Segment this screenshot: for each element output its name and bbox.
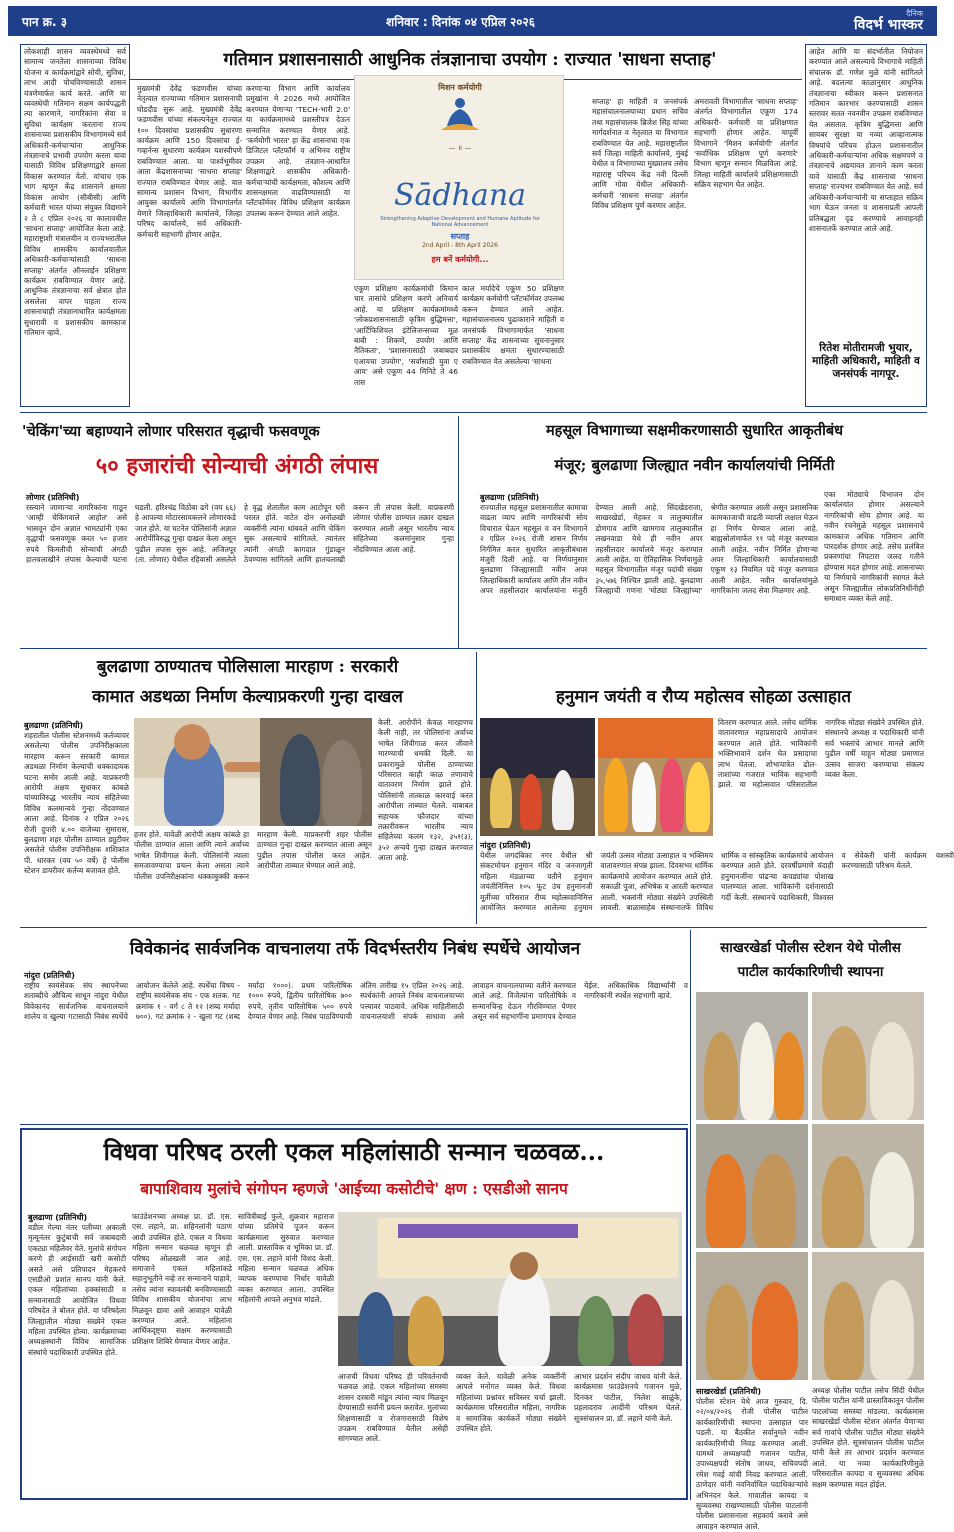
story5-body-2: वितरण करण्यात आले. तसेच धार्मिक वातावरणात महाप्रसादाचे आयोजन करण्यात आले होते. भाविकांनी भक्तिभावाने दर्शन घेत प्रसादाचा लाभ घेतला. शोभायात्रेत ढोल-ताशांच्या गजरात भाविक सहभागी झाले. या महोत्सवात परिसरातील नागरिक मोठ्या संख्येने उपस्थित होते. संस्थानचे अध्यक्ष व पदाधिकारी यांनी सर्व भक्तांचे आभार मानले आणि पुढील वर्षी याहून मोठ्या प्रमाणात उत्सव साजरा करण्याचा संकल्प व्यक्त केला. [718, 718, 924, 790]
police-patil-photo-5 [696, 1252, 808, 1380]
issue-date: शनिवार : दिनांक ०४ एप्रिल २०२६ [386, 14, 535, 29]
story4-headline-1: बुलढाणा ठाण्यातच पोलिसाला मारहाण : सरकारी [96, 657, 399, 677]
story1-author: रितेश मोतीरामजी भुयार, माहिती अधिकारी, माहिती व जनसंपर्क नागपूर. [812, 342, 920, 380]
divider-v1 [458, 416, 459, 648]
story8-body-5: व्यक्त केले. यावेळी अनेक व्यक्तींनी आपले मनोगत व्यक्त केले. विधवा महिलांच्या प्रश्नांवर सविस्तर चर्चा झाली. कार्यक्रमास परिसरातील महिला, नागरिक व सामाजिक कार्यकर्ते मोठ्या संख्येने उपस्थित होते. [456, 1372, 566, 1434]
story8-body-4: आजची विधवा परिषद ही परिवर्तनाची चळवळ आहे. एकल महिलांच्या समस्या शासन दरबारी मांडून त्यांना न्याय मिळवून देण्यासाठी सर्वांनी प्रयत्न करावेत. मुलांच्या शिक्षणासाठी व रोजगारासाठी विशेष उपक्रम राबविण्यात येतील असेही सांगण्यात आले. [338, 1372, 448, 1444]
story2-headline: ५० हजारांची सोन्याची अंगठी लंपास [95, 453, 379, 479]
widow-conference-photo [338, 1212, 682, 1366]
story1-col5: काल मर्यादेचे एकूण 50 प्रशिक्षण कार्यक्रम कर्मयोगी प्लॅटफॉर्मवर उपलब्ध करून देण्यात आले आहेत. महासंचालनालय पुढाकाराने माहिती व जनसंपर्क विभागामार्फत 'साधना सप्ताह' केंद्र शासनाच्या सूचनानुसार प्रशासकीय क्षमता सुधारण्यासाठी राबविण्यात येत असलेल्या 'साधना [462, 284, 564, 366]
story4-body-3: केली. आरोपीने केवळ मारहाणच केली नाही, तर पोलिसांना अर्वाच्य भाषेत शिवीगाळ करत जीवाने मारण्याची धमकी दिली. या प्रकारामुळे पोलीस ठाण्याच्या परिसरात काही काळ तणावाचे वातावरण निर्माण झाले होते. पोलिसांनी तात्काळ कारवाई करत आरोपीला ताब्यात घेतले. याबाबत सहायक फौजदार यांच्या तक्रारीवरून भारतीय न्याय संहितेच्या कलम १३२, ३५१(३), ३५२ अन्वये गुन्हा दाखल करण्यात आला आहे. [378, 718, 473, 863]
poster-slogan: हम बनें कर्मयोगी... [431, 255, 489, 264]
story6-byline: नांदुरा (प्रतिनिधी) [24, 971, 75, 980]
story1-left-column: लोकशाही शासन व्यवस्थेमध्ये सर्व सामान्य जनतेला शासनाच्या विविध योजना व कार्यक्रमांद्वारे सोयी, सुविधा, लाभ आदी पोचविण्यासाठी शासन यंत्रणेमार्फत कार्य करते. आणि या व्यवस्थेची गतिमान सक्षम कार्यपद्धती त्या कारणाने, नागरिकांना सेवा व सुविधा कार्यक्षम करताना राज्य शासनाच्या प्रशासकीय विभागांमध्ये सर्व अधिकारी-कर्मचाऱ्यांना आधुनिक तंत्रज्ञानाचे प्रभावी उपयोग करता यावा यासाठी विविध प्रशिक्षणाद्वारे क्षमता विकास करण्यात येतो. यांचाच एक भाग म्हणून केंद्र शासनाने क्षमता विकास आयोग (सीबीसी) आणि कर्मचारी भारत यांच्या संयुक्त विद्यमाने २ ते ८ एप्रिल २०२६ या कालावधीत 'साधना सप्ताह' आयोजित केला आहे. महाराष्ट्राशी मंत्रालयीन व राज्यभरातील विविध शासकीय कार्यालयातील अधिकारी-कर्मचाऱ्यांसाठी 'साधना सप्ताह' अंतर्गत ऑनलाईन प्रशिक्षण कार्यक्रम राबविण्यात येणार आहे. आधुनिक तंत्रज्ञानाचा सर्व क्षेत्रात होत असलेला वापर पाहता राज्य शासनाचाही तंत्रज्ञानाधारित कार्यक्षमता सुधारावी व प्रशासकीय कामकाज गतिमान व्हावे. [24, 47, 126, 337]
story8-body-3: सावित्रीबाई फुले, शुक्रवार महाराज यांच्या प्रतिमेचे पूजन करून कार्यक्रमाला सुरुवात करण्यात आली. प्रास्ताविक व भूमिका प्रा. डॉ. एस. एस. लहाने यांनी विशद केली. महिला सन्मान चळवळ अधिक व्यापक करण्याचा निर्धार यावेळी व्यक्त करण्यात आला. उपस्थित महिलांनी आपले अनुभव मांडले. [238, 1212, 334, 1305]
newspaper-brand [854, 10, 923, 32]
story1-right-column: आहेत आणि या संदर्भातील नियोजन करण्यात आले असल्याचे विभागाचे माहिती संचालक डॉ. गणेश मुळे यांनी सांगितले आहे. बदलत्या काळानुसार आधुनिक तंत्रज्ञानाचा स्वीकार करून प्रशासनात गतिमान कारभार करण्यासाठी शासन स्तरावर सतत नवनवीन उपक्रम राबविण्यात येत असतात. कृत्रिम बुद्धिमत्ता आणि सायबर सुरक्षा या नव्या आव्हानात्मक विषयांचे परिचय होऊन प्रशासनातील अधिकारी-कर्मचाऱ्यांना अधिक सक्षमपणे व तंत्रज्ञानाचे अद्ययावत ज्ञानाने काम करता यावे यासाठी केंद्र शासनाचा 'साधना सप्ताह' राज्यभर राबविण्यात येत आहे. सर्व अधिकारी-कर्मचाऱ्यांनी या सप्ताहात सक्रिय भाग घेऊन जनता व शासनाप्रती आपली प्रतिबद्धता दृढ करण्याचे आवाहनही शासनातर्फे करण्यात आले आहे. [809, 47, 923, 233]
crime-scene-photo [260, 718, 372, 826]
story1-col2: मुख्यमंत्री देवेंद्र फडणवीस यांच्या नेतृत्वात राज्याच्या गतिमान प्रशासनाची घोडदौड सुरू आहे. मुख्यमंत्री देवेंद्र फडणवीस यांच्या संकल्पनेतून राज्यात १०० दिवसांचा प्रशासकीय सुधारणा कार्यक्रम आणि 150 दिवसांचा ई-गव्हर्नन्स सुधारणा कार्यक्रम यशस्वीपणे राबविण्यात आला. या पार्श्वभूमीवर आता केंद्रशासनाच्या 'साधना सप्ताह' राज्यात राबविण्यात येणार आहे. यात सामान्य प्रशासन विभाग, विभागीय आयुक्त कार्यालये आणि विभागांतर्गत येणारे जिल्हाधिकारी कार्यालये, जिल्हा परिषद कार्यालये, सर्व अधिकारी-कर्मचारी सहभागी होणार आहेत. [137, 84, 242, 239]
story3-body-2: एका मोठ्याचे विभाजन दोन कार्यालयांत होणार असल्याने नागरिकांची सोय होणार आहे. या नवीन रचनेमुळे महसूल प्रशासनाचे कामकाज अधिक गतिमान आणि पारदर्शक होणार आहे. तसेच प्रलंबित प्रकरणांचा निपटारा जलद गतीने होण्यास मदत होणार आहे. शासनाच्या या निर्णयाचे नागरिकांनी स्वागत केले असून जिल्ह्यातील लोकप्रतिनिधींनीही समाधान व्यक्त केले आहे. [824, 490, 924, 604]
story7-headline-2: पाटील कार्यकारिणीची स्थापना [737, 964, 884, 980]
poster-saptah: सप्ताह [450, 232, 470, 241]
story7-body: पोलीस स्टेशन येथे आज गुरुवार, दि. ०२/०४/२०२६ रोजी पोलीस पाटील कार्यकारिणीची स्थापना उत्साहात पार पडली. या बैठकीत सर्वानुमते नवीन कार्यकारिणीची निवड करण्यात आली. यामध्ये अध्यक्षपदी गजानन पाटील, उपाध्यक्षपदी संतोष जाधव, सचिवपदी रमेश गवई यांची निवड करण्यात आली. ठाणेदार यांनी नवनिर्वाचित पदाधिकाऱ्यांचे अभिनंदन केले. गावातील कायदा व सुव्यवस्था राखण्यासाठी पोलीस पाटलांनी पोलीस प्रशासनाला सहकार्य करावे असे आवाहन करण्यात आले. [696, 1397, 808, 1531]
story4-body-2: हजर होते. यावेळी आरोपी अक्षय कांबळे हा पोलीस ठाण्यात आला आणि त्याने अर्वाच्य भाषेत शिवीगाळ केली. पोलिसांनी त्याला समजावण्याचा प्रयत्न केला असता त्याने पोलीस उपनिरीक्षकांना धक्काबुक्की करून मारहाण केली. याप्रकरणी शहर पोलीस ठाण्यात गुन्हा दाखल करण्यात आला असून पुढील तपास पोलीस करत आहेत. आरोपीला ताब्यात घेण्यात आले आहे. [134, 830, 372, 881]
police-patil-photo-2 [812, 992, 924, 1120]
brand-name: विदर्भ भास्कर [854, 17, 923, 33]
hanuman-jayanti-photo-1 [480, 718, 595, 836]
story5-byline: नांदुरा (प्रतिनिधी) [480, 841, 531, 850]
police-patil-photo-4 [812, 1124, 924, 1248]
story1-headline: गतिमान प्रशासनासाठी आधुनिक तंत्रज्ञानाचा उपयोग : राज्यात 'साधना सप्ताह' [223, 50, 717, 70]
poster-top-line: मिशन कर्मयोगी [438, 83, 482, 92]
divider-v3 [690, 930, 691, 1500]
story8-body: वडील गेल्या नंतर पतीच्या अकाली मृत्यूनंतर कुटुंबाची सर्व जबाबदारी एकट्या महिलेवर येते. मुलांचे संगोपन करणे ही आईसाठी खरी कसोटी असते असे प्रतिपादन मेहकरचे एसडीओ प्रशांत सानप यांनी केले. एकल महिलांच्या हक्कांसाठी व सन्मानासाठी आयोजित विधवा परिषदेत ते बोलत होते. या परिषदेला जिल्ह्यातील मोठ्या संख्येने एकल महिला उपस्थित होत्या. कार्यक्रमाच्या अध्यक्षस्थानी विविध सामाजिक संस्थांचे पदाधिकारी उपस्थित होते. [28, 1223, 126, 1357]
divider-2 [20, 648, 927, 649]
story6-body: राष्ट्रीय स्वयंसेवक संघ स्थापनेच्या शताब्दीचे औचित्य साधून नांदुरा येथील विवेकानंद सार्वजनिक वाचनालयाने शालेय व खुल्या गटासाठी निबंध स्पर्धेचे आयोजन केलेले आहे. स्पर्धेचा विषय - राष्ट्रीय स्वयंसेवक संघ - एक शतक. गट क्रमांक १ - वर्ग ८ ते १२ (शब्द मर्यादा ७००). गट क्रमांक २ - खुला गट (शब्द मर्यादा १०००). प्रथम पारितोषिक १००० रुपये, द्वितीय पारितोषिक ७०० रुपये, तृतीय पारितोषिक ५०० रुपये देण्यात येणार आहे. निबंध पाठविण्याची अंतिम तारीख १५ एप्रिल २०२६ आहे. स्पर्धकांनी आपले निबंध वाचनालयाच्या पत्त्यावर पाठवावे. अधिक माहितीसाठी वाचनालयाशी संपर्क साधावा असे आवाहन वाचनालयाच्या वतीने करण्यात आले आहे. विजेत्यांना पारितोषिके व सन्मानचिन्ह देऊन गौरविण्यात येणार असून सर्व सहभागींना प्रमाणपत्र देण्यात येईल. अधिकाधिक विद्यार्थ्यांनी व नागरिकांनी स्पर्धेत सहभागी व्हावे. [24, 981, 688, 1022]
police-patil-photo-3 [696, 1124, 808, 1248]
story2-byline: लोणार (प्रतिनिधी) [26, 493, 80, 502]
story4-byline: बुलढाणा (प्रतिनिधी) [24, 721, 84, 730]
police-patil-photo-1 [696, 992, 808, 1120]
story8-headline-1: विधवा परिषद ठरली एकल महिलांसाठी सन्मान चळवळ... [103, 1137, 605, 1166]
story7-headline-1: साखरखेर्डा पोलीस स्टेशन येथे पोलीस [720, 940, 901, 956]
story8-headline-2: बापाशिवाय मुलांचे संगोपन म्हणजे 'आईच्या कसोटीचे' क्षण : एसडीओ सानप [140, 1179, 568, 1198]
meditation-figure-icon [439, 96, 481, 134]
story1-col6: सप्ताह' हा माहिती व जनसंपर्क महासंचालनालयाच्या प्रधान सचिव तथा महासंचालक ब्रिजेश सिंह यांच्या मार्गदर्शनात व नेतृत्वात या विभागात राबविण्यात येत आहे. महाराष्ट्रातील सर्व जिल्हा माहिती कार्यालये, मुंबई येथील व विभागाच्या मुख्यालय तसेच महाराष्ट्र परिचय केंद्र नवी दिल्ली आणि गोवा येथील अधिकारी-कर्मचारी 'साधना सप्ताह' अंतर्गत विविध प्रशिक्षण पूर्ण करणार आहेत. [592, 97, 688, 211]
page-number: पान क्र. ३ [22, 14, 67, 29]
story3-headline-2: मंजूर; बुलढाणा जिल्ह्यात नवीन कार्यालयांची निर्मिती [554, 456, 835, 474]
story5-body: येथील जगदंबिका नगर येथील श्री संकटमोचन हनुमान मंदिर व जनजागृती महिला मंडळाच्या वतीने हनुमान जयंतीनिमित्त १०५ फूट उंच हनुमानजी मूर्तीच्या परिसरात रौप्य महोत्सवानिमित्त आयोजित करण्यात आलेल्या हनुमान जयंती उत्सव मोठ्या उत्साहात व भक्तिमय वातावरणात संपन्न झाला. दिवसभर धार्मिक कार्यक्रमांचे आयोजन करण्यात आले होते. सकाळी पूजा, अभिषेक व आरती करण्यात आली. भक्तांनी मोठ्या संख्येने उपस्थिती लावली. बाळासाहेब संस्थानातर्फे विविध धार्मिक व सांस्कृतिक कार्यक्रमांचे आयोजन करण्यात आले होते. दरवर्षीप्रमाणे यंदाही हनुमानजींना पांढऱ्या कपड्यांचा पोशाख घालण्यात आला. भाविकांनी दर्शनासाठी गर्दी केली. संस्थानचे पदाधिकारी, विश्वस्त व सेवेकरी यांनी कार्यक्रम यशस्वी करण्यासाठी परिश्रम घेतले. [480, 851, 954, 913]
story8-byline: बुलढाणा (प्रतिनिधी) [28, 1213, 88, 1222]
story2-body: रस्त्याने जाणाऱ्या नागरिकांना गाठून 'आम्ही चेकिंगवाले आहोत' असे भासवून दोन अज्ञात भामट्यांनी एका वृद्धाची फसवणूक करत ५० हजार रुपये किमतीची सोन्याची अंगठी हातचलाखीने लंपास केल्याची घटना घडली. हरिश्चंद्र विठोबा ढगे (वय ६६) हे आपल्या मोटारसायकलने लोणारकडे जात होते. या घटनेत पोलिसांनी अज्ञात आरोपींविरुद्ध गुन्हा दाखल केला असून पुढील तपास सुरू आहे. अजितपूर (ता. लोणार) येथील रहिवासी असलेले हे वृद्ध शेतातील काम आटोपून घरी परतत होते. वाटेत दोन अनोळखी व्यक्तींनी त्यांना थांबवले आणि चेकिंग सुरू असल्याचे सांगितले. त्यानंतर त्यांनी अंगठी कागदात गुंडाळून ठेवण्यास सांगितले आणि हातचलाखी करून ती लंपास केली. याप्रकरणी लोणार पोलीस ठाण्यात तक्रार दाखल करण्यात आली असून भारतीय न्याय संहितेच्या कलमांनुसार गुन्हा नोंदविण्यात आला आहे. [26, 503, 454, 565]
divider-v2 [476, 652, 477, 924]
hanuman-jayanti-photo-2 [598, 718, 713, 836]
story7-body-2: अध्यक्ष पोलीस पाटील तसेच सिंदी येथील पोलीस पाटील यांनी प्रास्ताविकातून पोलीस पाटलांच्या समस्या मांडल्या. कार्यक्रमास साखरखेर्डा पोलीस स्टेशन अंतर्गत येणाऱ्या सर्व गावांचे पोलीस पाटील मोठ्या संख्येने उपस्थित होते. सूत्रसंचालन पोलीस पाटील यांनी केले तर आभार प्रदर्शन करण्यात आले. या नव्या कार्यकारिणीमुळे परिसरातील कायदा व सुव्यवस्था अधिक सक्षम करण्यास मदत होईल. [812, 1386, 924, 1489]
sadhana-poster [354, 75, 564, 280]
poster-dates: 2nd April - 8th April 2026 [422, 242, 498, 249]
divider-4 [20, 1124, 688, 1125]
story4-body: शहरातील पोलीस स्टेशनमध्ये कर्तव्यावर असलेल्या पोलीस उपनिरीक्षकाला मारहाण करून सरकारी कामात अडथळा निर्माण केल्याची धक्कादायक घटना समोर आली आहे. याप्रकरणी आरोपी अक्षय सुधाकर कांबळे यांच्याविरुद्ध भारतीय न्याय संहितेच्या विविध कलमान्वये गुन्हा नोंदवण्यात आला आहे. दिनांक २ एप्रिल २०२६ रोजी दुपारी ४.०० वाजेच्या सुमारास, बुलढाणा शहर पोलीस ठाण्यात ड्युटीवर असलेले पोलीस उपनिरीक्षक शशिकांत पी. धारकर (वय ५० वर्षे) हे पोलीस स्टेशन डायरीवर कर्तव्य बजावत होते. [24, 731, 129, 876]
masthead-bar [8, 6, 937, 36]
poster-caption-line: — ॥ — [448, 144, 472, 152]
story4-headline-2: कामात अडथळा निर्माण केल्याप्रकरणी गुन्हा दाखल [92, 687, 403, 707]
story1-col3: करणाऱ्या विभाग आणि कार्यालय प्रमुखांना मे 2026 मध्ये आयोजित करण्यात येणाऱ्या 'TECH-भारी 2.0' या कार्यक्रमामध्ये प्रशस्तीपत्र देऊन सन्मानित करण्यात येणार आहे. 'कर्मयोगी भारत' हा केंद्र शासनाचा एक डिजिटल प्लॅटफॉर्म व अभिनव राष्ट्रीय उपक्रम आहे. तंत्रज्ञान-आधारित शिक्षणाद्वारे शासकीय अधिकारी-कर्मचाऱ्यांची कार्यक्षमता, कौशल्य आणि शासनक्षमता वाढविण्यासाठी या प्लॅटफॉर्मवर विविध प्रशिक्षण कार्यक्रम उपलब्ध करून देण्यात आले आहेत. [246, 84, 351, 218]
story5-headline: हनुमान जयंती व रौप्य महोत्सव सोहळा उत्साहात [555, 687, 852, 707]
story2-kicker: 'चेकिंग'च्या बहाण्याने लोणार परिसरात वृद्धाची फसवणूक [22, 423, 320, 440]
story8-body-2: फाउंडेशनच्या अध्यक्ष प्रा. डॉ. एस. एस. लहाने, प्रा. शहिनलांनी पठाण आदी उपस्थित होते. एकल व विधवा महिला सन्मान चळवळ म्हणून ही परिषद ओळखली जात आहे. समाजाने एकल महिलांकडे सहानुभूतीने नव्हे तर सन्मानाने पाहावे, तसेच त्यांना स्वावलंबी बनविण्यासाठी विविध शासकीय योजनांचा लाभ मिळवून द्यावा असे आवाहन यावेळी करण्यात आले. महिलांना आर्थिकदृष्ट्या सक्षम करण्यासाठी प्रशिक्षण शिबिरे घेण्यात येणार आहेत. [132, 1212, 232, 1346]
brand-small: दैनिक [906, 9, 923, 18]
story1-col4: एकूण प्रशिक्षण कार्यक्रमांची किमान चार तासांचे प्रशिक्षण करणे अनिवार्य आहे. या प्रशिक्षण कार्यक्रमांमध्ये 'लोकप्रशासनासाठी कृत्रिम बुद्धिमत्ता', 'आर्टिफिशियल इंटेलिजन्सच्या मूळ बाबी : शिकणे, उपयोग आणि नैतिकता', 'प्रशासनासाठी जबाबदार एआयचा उपयोग', 'सर्वांसाठी युवा ए आय' असे एकूण 44 मिनिटे ते 46 तास [354, 284, 458, 387]
story1-col7: अमरावती विभागातील 'साधना सप्ताह' अंतर्गत विभागातील एकूण 174 अधिकारी- कर्मचारी या प्रशिक्षणात सहभागी होणार आहेत. यापूर्वी विभागाने 'मिशन कर्मयोगी' अंतर्गत 'सर्वाधिक प्रशिक्षण पूर्ण करणारे' विभाग म्हणून सन्मान मिळविला आहे. जिल्हा माहिती कार्यालये प्रशिक्षणासाठी सक्रिय सहभाग घेत आहेत. [694, 97, 798, 190]
story3-body: राज्यातील महसूल प्रशासनातील कामाचा वाढता व्याप आणि नागरिकांची सोय विचारात घेऊन महसूल व वन विभागाने २ एप्रिल २०२६ रोजी शासन निर्णय निर्गमित करत सुधारित आकृतीबंधास मंजुरी दिली आहे. या निर्णयानुसार बुलढाणा जिल्ह्यासाठी नवीन अपर जिल्हाधिकारी कार्यालय आणि तीन नवीन अपर तहसीलदार कार्यालयांना मंजुरी देण्यात आली आहे. सिंदखेडराजा, साखरखेर्डा, मेहकर व तालुक्यातील डोणगाव आणि खामगाव तालुक्यातील लखनवाडा येथे ही नवीन अपर तहसीलदार कार्यालये मंजूर करण्यात आली आहेत. या ऐतिहासिक निर्णयामुळे महसूल विभागातील मंजूर पदांची संख्या ३५,५७६ निश्चित झाली आहे. बुलढाणा जिल्ह्याची गणना 'मोठ्या जिल्ह्यांच्या' श्रेणीत करण्यात आली असून प्रशासनिक कामकाजाची वाढती व्याप्ती लक्षात घेऊन हा निर्णय घेण्यात आला आहे. बाह्यस्रोतांमार्फत ११ पदे मंजूर करण्यात आली आहेत. नवीन निर्मित होणाऱ्या अपर जिल्हाधिकारी कार्यालयासाठी एकूण १३ नियमित पदे मंजूर करण्यात आली आहेत. नवीन कार्यालयांमुळे नागरिकांना जलद सेवा मिळणार आहे. [480, 503, 818, 596]
story7-byline: साखरखेर्डा (प्रतिनिधी) [696, 1387, 761, 1396]
story6-headline: विवेकानंद सार्वजनिक वाचनालया तर्फे विदर्भस्तरीय निबंध स्पर्धेचे आयोजन [129, 939, 581, 959]
poster-title: Sādhana [393, 178, 527, 213]
divider-1 [20, 412, 927, 413]
story3-byline: बुलढाणा (प्रतिनिधी) [480, 493, 540, 502]
story3-headline-1: महसूल विभागाच्या सक्षमीकरणासाठी सुधारित आकृतीबंध [545, 422, 844, 439]
divider-3 [20, 927, 927, 928]
story8-body-6: आभार प्रदर्शन संदीप जाधव यांनी केले. कार्यक्रमास फाउंडेशनचे गजानन मुळे, दिनकर पाटील, निलेश साळुंके, प्रहलादराव आदींनी परिश्रम घेतले. सूत्रसंचालन प्रा. डॉ. लहाने यांनी केले. [574, 1372, 682, 1423]
police-patil-photo-6 [812, 1252, 924, 1380]
poster-tagline: Strengthening Adaptive Development and Humane Aptitude for National Advancement [380, 216, 540, 228]
